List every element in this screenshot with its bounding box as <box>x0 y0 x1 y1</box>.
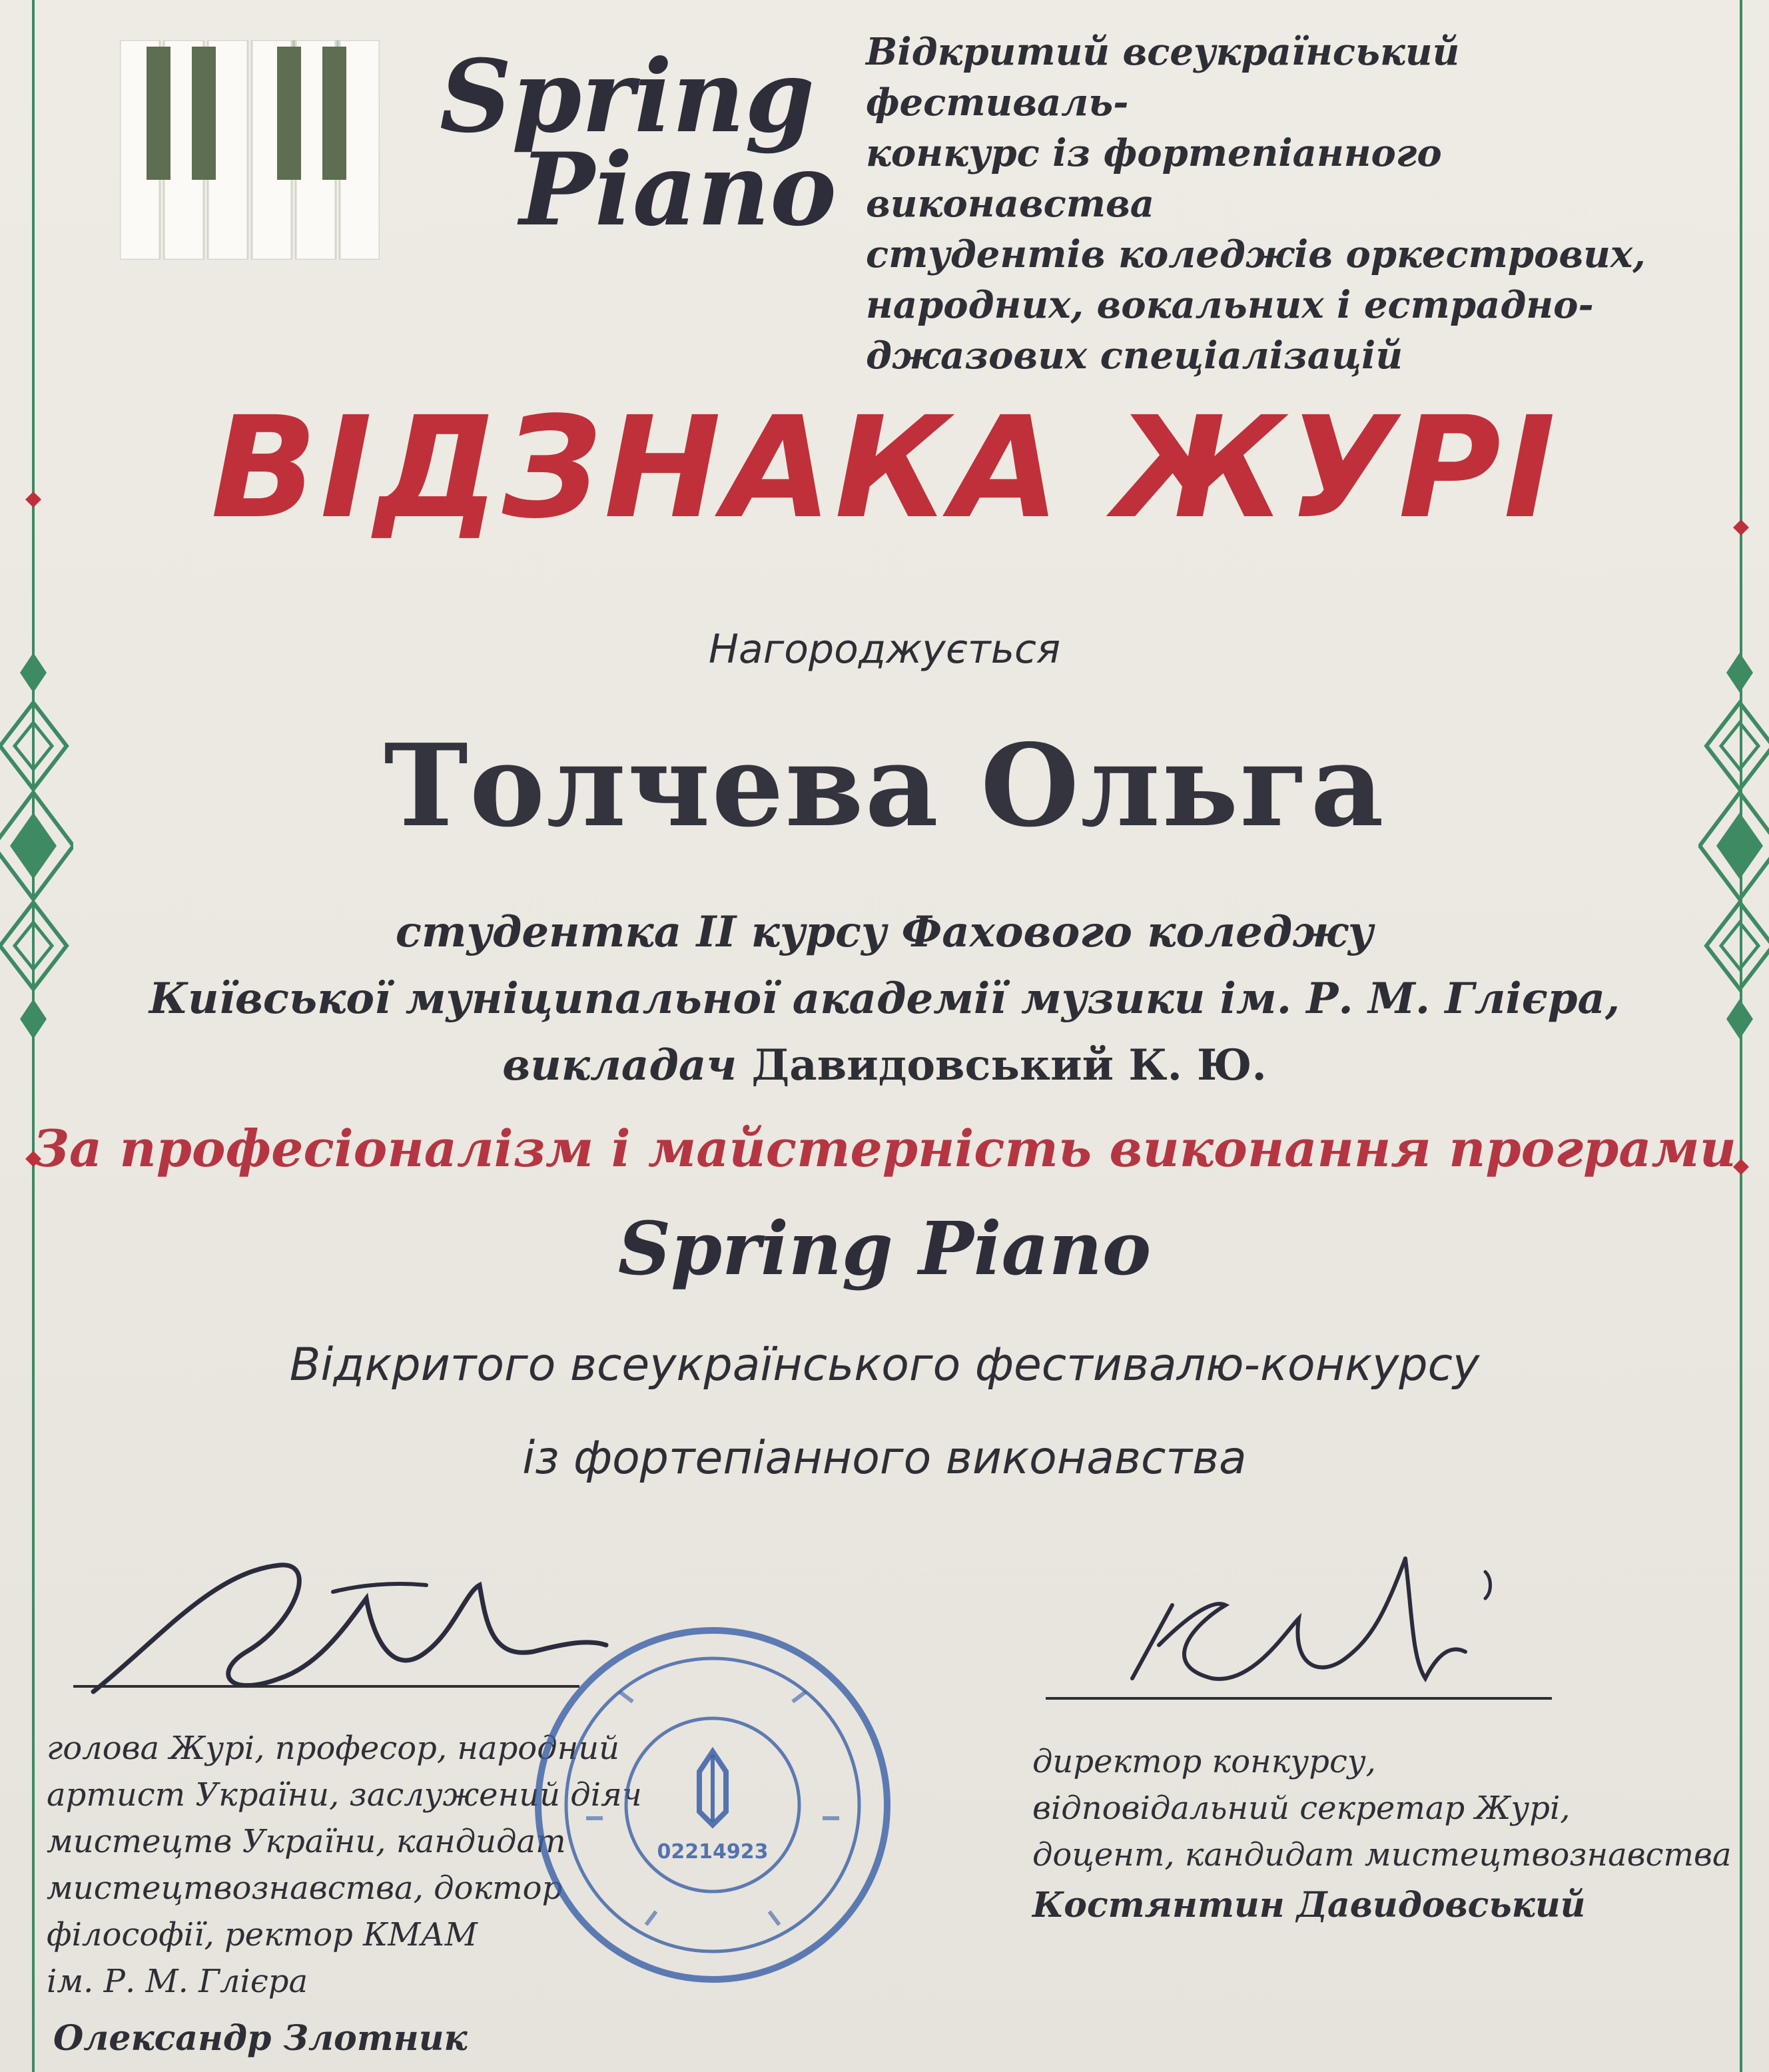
festival-title-line: джазових спеціалізацій <box>866 334 1403 378</box>
left-signature-line <box>73 1685 579 1688</box>
recipient-name: Толчева Ольга <box>384 719 1385 853</box>
info-line-course: студентка II курсу Фахового коледжу <box>395 907 1374 957</box>
festival-title-line: народних, вокальних і естрадно- <box>866 283 1594 327</box>
left-caption-line: мистецтвознавства, доктор <box>47 1870 563 1907</box>
left-caption-line: мистецтв України, кандидат <box>47 1823 566 1860</box>
teacher-name: Давидовський К. Ю. <box>751 1040 1267 1090</box>
recipient-info <box>0 899 1769 1099</box>
right-signatory-caption <box>1032 1738 1732 1878</box>
logo-wordmark <box>440 38 837 248</box>
festival-description <box>0 1319 1769 1505</box>
festival-title-line: студентів коледжів оркестрових, <box>866 232 1646 276</box>
info-line-teacher <box>0 1032 1769 1099</box>
festival-title <box>866 27 1732 381</box>
right-caption-line: директор конкурсу, <box>1032 1743 1376 1780</box>
stamp-code: 02214923 <box>657 1840 769 1864</box>
left-caption-line: ім. Р. М. Глієра <box>47 1963 308 2000</box>
left-signatory-name: Олександр Злотник <box>53 2018 468 2059</box>
spring-piano-logo <box>93 0 837 280</box>
right-signatory-name: Костянтин Давидовський <box>1032 1885 1586 1925</box>
merit-statement: За професіоналізм і майстерність виконання програми <box>33 1119 1736 1178</box>
official-stamp <box>526 1618 899 1991</box>
right-signature <box>1092 1532 1532 1705</box>
right-caption-line: відповідальний секретар Журі, <box>1032 1790 1571 1827</box>
logo-word-spring: Spring <box>440 38 815 155</box>
award-title: ВІДЗНАКА ЖУРІ <box>210 386 1559 549</box>
brand-inline: Spring Piano <box>617 1206 1152 1291</box>
right-signature-line <box>1046 1697 1552 1700</box>
logo-word-piano: Piano <box>520 131 837 248</box>
left-caption-line: філософії, ректор КМАМ <box>47 1916 478 1953</box>
left-caption-line: голова Журі, професор, народний <box>47 1730 620 1767</box>
festival-description-line: із фортепіанного виконавства <box>522 1432 1247 1485</box>
right-caption-line: доцент, кандидат мистецтвознавства <box>1032 1836 1732 1874</box>
awarded-label: Нагороджується <box>708 626 1061 673</box>
festival-title-line: конкурс із фортепіанного виконавства <box>866 131 1442 226</box>
piano-keys-icon <box>120 40 380 260</box>
teacher-prefix: викладач <box>502 1040 737 1090</box>
left-caption-line: артист України, заслужений діяч <box>47 1776 642 1814</box>
festival-title-line: Відкритий всеукраїнський фестиваль- <box>866 30 1460 125</box>
info-line-institution: Київської муніципальної академії музики ім. Р. М. Глієра, <box>149 974 1620 1024</box>
festival-description-line: Відкритого всеукраїнського фестивалю-конкурсу <box>289 1339 1480 1391</box>
